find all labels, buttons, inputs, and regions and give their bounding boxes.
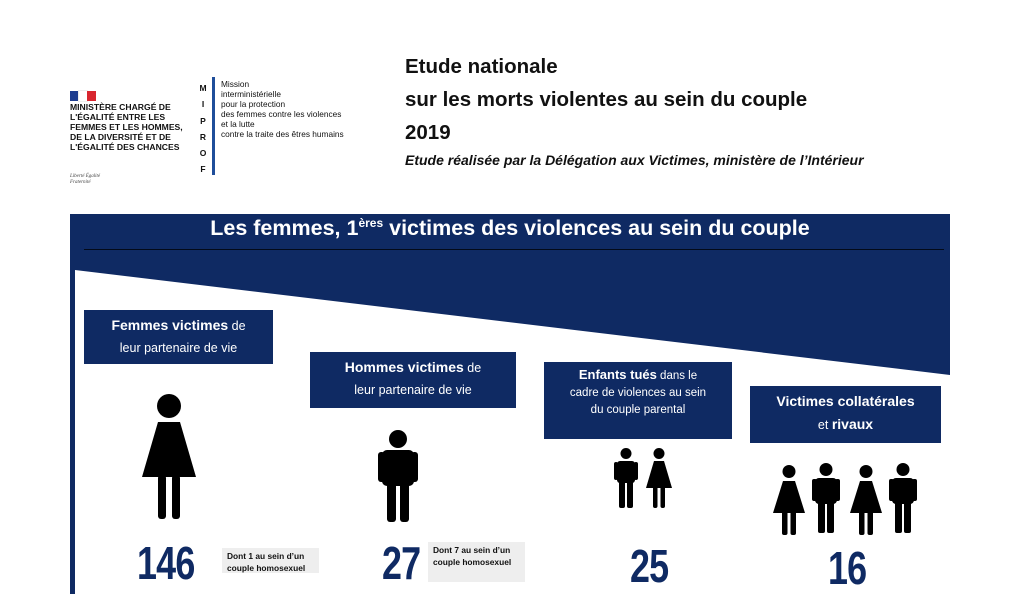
men-victims-note: Dont 7 au sein d’un couple homosexuel xyxy=(428,542,525,582)
woman-figure-icon xyxy=(850,465,882,535)
ministry-name: MINISTÈRE CHARGÉ DE L'ÉGALITÉ ENTRE LES FEMMES ET LES HOMMES, DE LA DIVERSITÉ ET DE L'ÉGALITÉ DES CHANCES xyxy=(70,102,183,152)
woman-figure-icon xyxy=(141,393,197,519)
republic-motto: Liberté Égalité Fraternité xyxy=(70,174,101,185)
title-divider xyxy=(84,249,944,250)
men-victims-label: Hommes victimes de leur partenaire de vie xyxy=(310,352,516,408)
miprof-description: Mission interministérielle pour la protection des femmes contre les violences et la lutte contre la traite des êtres humains xyxy=(221,79,344,140)
government-logo xyxy=(64,80,196,192)
title-line-2: sur les morts violentes au sein du couple xyxy=(405,88,808,111)
title-line-year: 2019 xyxy=(405,121,451,144)
man-figure-icon xyxy=(889,463,917,533)
french-flag-icon xyxy=(70,88,96,98)
miprof-divider xyxy=(212,77,215,175)
men-victims-count: 27 xyxy=(382,537,421,589)
women-victims-label: Femmes victimes de leur partenaire de vie xyxy=(84,310,273,364)
woman-figure-icon xyxy=(773,465,805,535)
children-killed-label: Enfants tués dans le cadre de violences au sein du couple parental xyxy=(544,362,732,439)
women-victims-count: 146 xyxy=(137,537,195,589)
study-title-block xyxy=(405,50,995,169)
girl-figure-icon xyxy=(646,448,672,508)
man-figure-icon xyxy=(378,430,418,522)
miprof-acronym: M I P R O F xyxy=(199,83,207,175)
collateral-victims-label: Victimes collatérales et rivaux xyxy=(750,386,941,443)
collateral-victims-count: 16 xyxy=(828,542,867,594)
women-victims-note: Dont 1 au sein d’un couple homosexuel xyxy=(222,548,319,573)
man-figure-icon xyxy=(812,463,840,533)
children-killed-count: 25 xyxy=(630,540,669,592)
title-line-1: Etude nationale xyxy=(405,55,558,78)
panel-title: Les femmes, 1ères victimes des violences au sein du couple xyxy=(210,216,810,240)
study-subtitle: Etude réalisée par la Délégation aux Victimes, ministère de l’Intérieur xyxy=(405,152,864,168)
boy-figure-icon xyxy=(614,448,638,508)
